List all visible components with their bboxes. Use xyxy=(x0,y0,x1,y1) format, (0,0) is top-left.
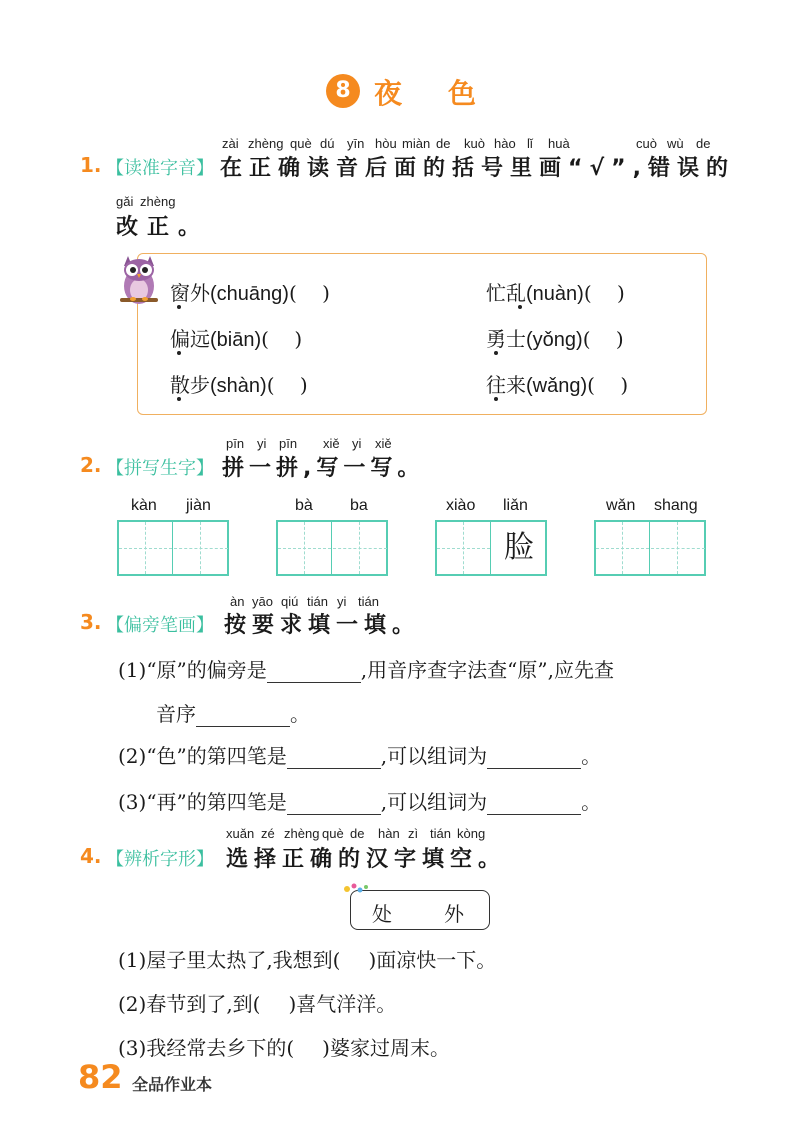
q2-pinyin-2: yi xyxy=(257,436,267,451)
q3-line-3 xyxy=(118,786,601,815)
q1-pinyin-12: huà xyxy=(548,136,570,151)
q1-number: 1. xyxy=(80,153,102,177)
q1-item-6 xyxy=(486,369,628,398)
q1-pinyin-10: hào xyxy=(494,136,516,151)
q3-line-2 xyxy=(118,740,601,769)
sparkle-icon xyxy=(342,881,372,897)
emphasis-dot xyxy=(177,305,181,309)
q1-pinyin-9: kuò xyxy=(464,136,485,151)
q2-grid-2 xyxy=(276,520,388,576)
q1-pinyin-7: miàn xyxy=(402,136,431,151)
q2-group-3-pinyin-2: liǎn xyxy=(503,497,528,514)
q1-item-3 xyxy=(170,323,302,352)
q3-instruction: 按要求填一填。 xyxy=(224,613,421,638)
q1-item-5-pinyin: (shàn) xyxy=(210,375,267,397)
q1-item-3-word: 偏远 xyxy=(170,327,210,351)
q4-pinyin-6: hàn xyxy=(378,826,400,841)
q3-blank-radical[interactable] xyxy=(267,664,361,683)
q2-grid-1-cell-2[interactable] xyxy=(174,522,228,574)
q1-pinyin-1: zài xyxy=(222,136,239,151)
q3-line-3-period: 。 xyxy=(581,790,602,814)
q2-grid-2-cell-1[interactable] xyxy=(278,522,332,574)
q1-pinyin-6: hòu xyxy=(375,136,397,151)
q2-pinyin-6: xiě xyxy=(375,436,392,451)
q3-line-2-period: 。 xyxy=(581,744,602,768)
q3-line-1-suffix: ,用音序查字法查“原”,应先查 xyxy=(360,658,614,682)
q4-pinyin-9: kòng xyxy=(457,826,486,841)
emphasis-dot xyxy=(177,351,181,355)
emphasis-dot xyxy=(518,305,522,309)
q3-pinyin-6: tián xyxy=(358,594,379,609)
q3-pinyin-1: àn xyxy=(230,594,245,609)
q1-pinyin-13: cuò xyxy=(636,136,657,151)
emphasis-dot xyxy=(494,351,498,355)
q2-pinyin-1: pīn xyxy=(226,436,245,451)
q1-item-1-pinyin: (chuāng) xyxy=(210,283,289,305)
q1-item-5 xyxy=(170,369,308,398)
q4-sentence-1-prefix: (1)屋子里太热了,我想到( xyxy=(118,948,341,972)
q3-line-2-mid: ,可以组词为 xyxy=(380,744,488,768)
q3-pinyin-3: qiú xyxy=(281,594,299,609)
q1-item-6-answer-paren[interactable]: ( ) xyxy=(587,373,629,397)
q2-instruction: 拼一拼,写一写。 xyxy=(222,456,425,481)
q2-number: 2. xyxy=(80,453,102,477)
q1-pinyin-line2-1: gǎi xyxy=(116,194,134,209)
q4-pinyin-1: xuǎn xyxy=(226,826,255,841)
q2-grid-2-cell-2[interactable] xyxy=(333,522,387,574)
q1-pinyin-4: dú xyxy=(320,136,335,151)
q3-blank-word-2[interactable] xyxy=(487,796,581,815)
q1-pinyin-2: zhèng xyxy=(248,136,284,151)
q2-grid-4-cell-1[interactable] xyxy=(596,522,650,574)
q2-group-2-pinyin-1: bà xyxy=(295,497,313,514)
q1-pinyin-line2-2: zhèng xyxy=(140,194,176,209)
q2-pinyin-4: xiě xyxy=(323,436,340,451)
q2-grid-3-cell-1[interactable] xyxy=(437,522,491,574)
q1-pinyin-8: de xyxy=(436,136,451,151)
q4-instruction: 选择正确的汉字填空。 xyxy=(226,847,507,872)
q1-tag: 【读准字音】 xyxy=(106,158,214,179)
q2-group-1-pinyin-1: kàn xyxy=(131,497,157,514)
q3-tag: 【偏旁笔画】 xyxy=(106,615,214,636)
q1-item-4-pinyin: (yǒng) xyxy=(526,329,583,351)
q3-line-1b xyxy=(156,698,310,727)
q2-pinyin-5: yi xyxy=(352,436,362,451)
q1-pinyin-15: de xyxy=(696,136,711,151)
q3-pinyin-2: yāo xyxy=(252,594,273,609)
emphasis-dot xyxy=(494,397,498,401)
q4-sentence-3-suffix: )婆家过周末。 xyxy=(322,1036,450,1060)
q1-instruction-line2: 改正。 xyxy=(116,215,210,240)
q3-line-1b-period: 。 xyxy=(290,702,310,726)
q1-item-6-pinyin: (wǎng) xyxy=(526,375,588,397)
q4-sentence-2 xyxy=(118,988,396,1017)
q1-pinyin-5: yīn xyxy=(347,136,365,151)
q2-group-4-pinyin-1: wǎn xyxy=(606,497,636,514)
q1-item-1-word: 窗外 xyxy=(170,281,210,305)
q4-pinyin-5: de xyxy=(350,826,365,841)
q1-item-5-word: 散步 xyxy=(170,373,210,397)
q1-item-2-answer-paren[interactable]: ( ) xyxy=(583,281,625,305)
q4-pinyin-4: què xyxy=(322,826,344,841)
q3-line-1 xyxy=(118,654,614,683)
lesson-title-char-1: 夜 xyxy=(374,77,403,110)
q3-line-1b-prefix: 音序 xyxy=(156,702,196,726)
q2-grid-3-cell-2: 脸 xyxy=(504,530,534,565)
q1-item-4-answer-paren[interactable]: ( ) xyxy=(582,327,624,351)
q2-group-2-pinyin-2: ba xyxy=(350,497,368,514)
q4-sentence-1-suffix: )面凉快一下。 xyxy=(368,948,497,972)
q1-pinyin-3: què xyxy=(290,136,312,151)
q3-number: 3. xyxy=(80,610,102,634)
q1-pinyin-14: wù xyxy=(667,136,684,151)
q2-tag: 【拼写生字】 xyxy=(106,458,214,479)
q4-sentence-2-suffix: )喜气洋洋。 xyxy=(288,992,397,1016)
q2-group-1-pinyin-2: jiàn xyxy=(186,497,211,514)
q3-blank-word-1[interactable] xyxy=(487,750,581,769)
q4-pinyin-3: zhèng xyxy=(284,826,320,841)
q1-item-4 xyxy=(486,323,624,352)
q2-grid-1 xyxy=(117,520,229,576)
q3-line-3-prefix: (3)“再”的第四笔是 xyxy=(118,790,287,814)
page-number: 82 xyxy=(78,1058,123,1096)
q1-item-2 xyxy=(486,277,625,306)
q4-number: 4. xyxy=(80,844,102,868)
q1-instruction-line1: 在正确读音后面的括号里画“√”,错误的 xyxy=(220,156,735,181)
q3-blank-stroke-2[interactable] xyxy=(287,796,381,815)
book-title: 全品作业本 xyxy=(132,1075,213,1094)
owl-icon xyxy=(116,252,162,308)
q1-pinyin-11: lǐ xyxy=(527,136,533,151)
q3-line-3-mid: ,可以组词为 xyxy=(380,790,488,814)
q2-grid-4-cell-2[interactable] xyxy=(651,522,705,574)
q3-blank-stroke-1[interactable] xyxy=(287,750,381,769)
emphasis-dot xyxy=(177,397,181,401)
q4-option-2: 外 xyxy=(444,902,464,926)
q2-group-4-pinyin-2: shang xyxy=(654,497,698,514)
q4-sentence-2-prefix: (2)春节到了,到( xyxy=(118,992,261,1016)
q4-sentence-1 xyxy=(118,944,496,973)
q2-pinyin-3: pīn xyxy=(279,436,298,451)
q3-line-1-prefix: (1)“原”的偏旁是 xyxy=(118,658,267,682)
q1-item-3-pinyin: (biān) xyxy=(210,329,262,351)
q4-option-1: 处 xyxy=(372,902,392,926)
q2-grid-3 xyxy=(435,520,547,576)
q1-item-4-word: 勇士 xyxy=(486,327,526,351)
q4-tag: 【辨析字形】 xyxy=(106,849,214,870)
q3-blank-sequence[interactable] xyxy=(196,708,290,727)
q3-pinyin-5: yi xyxy=(337,594,347,609)
q4-sentence-3 xyxy=(118,1032,450,1061)
lesson-title-char-2: 色 xyxy=(448,77,477,110)
q1-item-2-word: 忙乱 xyxy=(486,281,526,305)
q1-item-5-answer-paren[interactable]: ( ) xyxy=(266,373,308,397)
q1-item-2-pinyin: (nuàn) xyxy=(526,283,584,305)
q2-group-3-pinyin-1: xiào xyxy=(446,497,476,514)
q2-grid-4 xyxy=(594,520,706,576)
q4-pinyin-7: zì xyxy=(408,826,419,841)
q1-item-3-answer-paren[interactable]: ( ) xyxy=(261,327,303,351)
q4-pinyin-8: tián xyxy=(430,826,451,841)
q1-item-1-answer-paren[interactable]: ( ) xyxy=(288,281,330,305)
q1-item-1 xyxy=(170,277,330,306)
q1-item-6-word: 往来 xyxy=(486,373,526,397)
q4-pinyin-2: zé xyxy=(261,826,275,841)
lesson-number-badge: 8 xyxy=(326,74,360,108)
q2-grid-1-cell-1[interactable] xyxy=(119,522,173,574)
q4-sentence-3-prefix: (3)我经常去乡下的( xyxy=(118,1036,295,1060)
q3-line-2-prefix: (2)“色”的第四笔是 xyxy=(118,744,287,768)
q3-pinyin-4: tián xyxy=(307,594,328,609)
